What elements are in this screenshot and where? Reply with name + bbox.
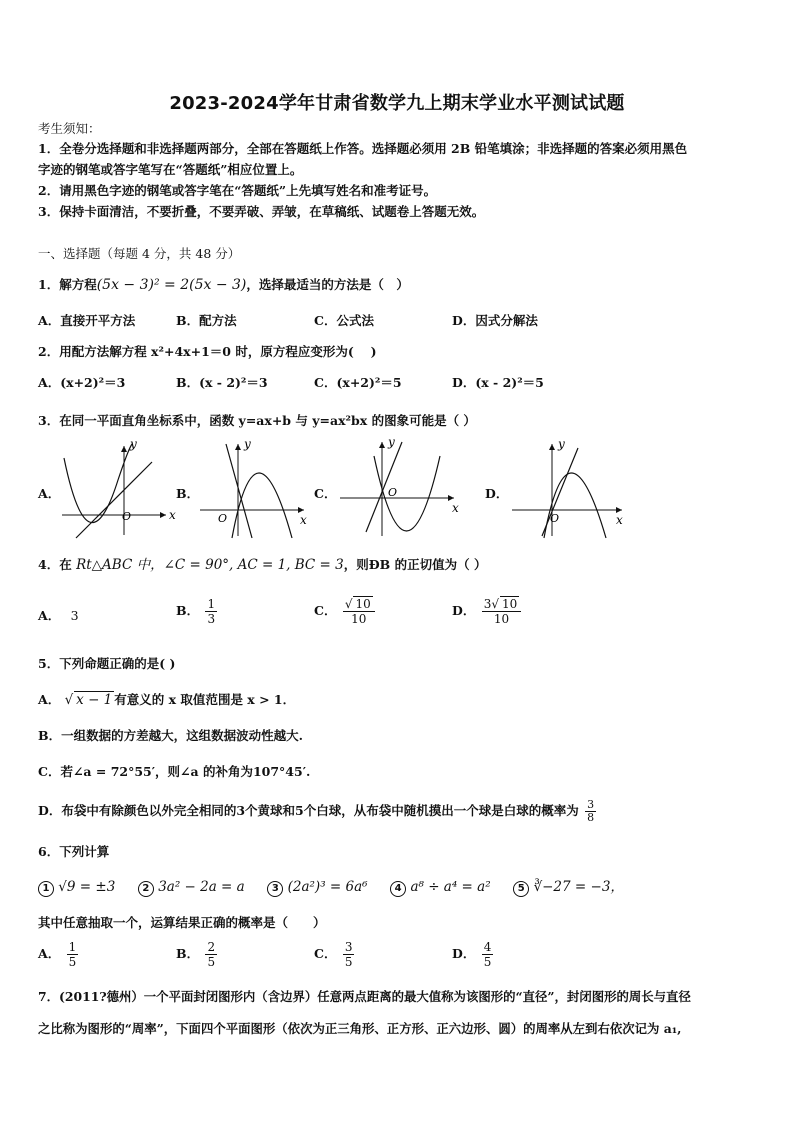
q5-option-c: C．若∠a = 72°55′，则∠a 的补角为107°45′.	[38, 764, 311, 779]
page-title: 2023-2024学年甘肃省数学九上期末学业水平测试试题	[169, 93, 625, 114]
q3-label-d: D．	[485, 486, 509, 501]
denominator: 3	[207, 612, 216, 626]
q5-option-d	[38, 799, 598, 824]
denominator: 5	[483, 955, 492, 969]
numerator: 3	[587, 798, 595, 811]
y-label: y	[388, 435, 395, 449]
q4-option-b	[176, 597, 219, 626]
q5-option-a-text: 有意义的 x 取值范围是 x > 1．	[114, 692, 296, 707]
q2-stem: 2．用配方法解方程 x²+4x+1＝0 时，原方程应变形为( )	[38, 344, 377, 359]
q6-item-2: 3a² − 2a = a	[158, 879, 245, 895]
q1-option-d: D．因式分解法	[452, 313, 538, 328]
q4-option-c-fraction	[343, 597, 375, 626]
q6-option-d	[452, 940, 495, 969]
q5-option-d-fraction	[585, 799, 596, 824]
x-label: x	[300, 513, 307, 527]
q1-option-c: C．公式法	[314, 313, 374, 328]
q6-option-b-fraction	[205, 940, 217, 969]
q7-line-1: 7．(2011?德州）一个平面封闭图形内（含边界）任意两点距离的最大值称为该图形的“直径”，封闭图形的周长与直径	[38, 989, 691, 1004]
q6-mark-2: 2	[138, 881, 154, 897]
numerator: 1	[68, 940, 77, 954]
origin-label: O	[550, 512, 560, 525]
x-axis-arrow	[160, 512, 166, 518]
q5-option-a: A． √ x − 1 有意义的 x 取值范围是 x > 1．	[38, 692, 296, 708]
y-axis-arrow	[379, 442, 385, 448]
x-label: x	[452, 501, 459, 515]
q5-option-d-text: D．布袋中有除颜色以外完全相同的3个黄球和5个白球，从布袋中随机摸出一个球是白球的概率为	[38, 803, 579, 818]
q3-stem: 3．在同一平面直角坐标系中，函数 y=ax+b 与 y=ax²bx 的图象可能是（ ）	[38, 413, 476, 428]
q3-label-c: C．	[314, 486, 337, 501]
q4-stem-prefix: 4．在	[38, 557, 72, 572]
parabola	[544, 473, 606, 538]
x-label: x	[169, 508, 176, 522]
q4-option-a	[38, 607, 79, 625]
q2-option-a: A．(x+2)²＝3	[38, 375, 126, 390]
parabola	[232, 473, 292, 538]
q6-question: 其中任意抽取一个，运算结果正确的概率是（ ）	[38, 915, 326, 930]
q4-option-d-fraction	[482, 597, 522, 626]
y-axis-arrow	[121, 446, 127, 452]
q1-suffix: ，选择最适当的方法是（ ）	[246, 277, 409, 292]
q6-mark-4: 4	[390, 881, 406, 897]
q6-option-b-label: B．	[176, 946, 200, 961]
denominator: 5	[344, 955, 353, 969]
y-axis-arrow	[235, 444, 241, 450]
numerator: 3√ 10	[482, 597, 522, 612]
q6-item-1: √9 = ±3	[58, 879, 116, 895]
q3-graph-a	[58, 437, 176, 540]
radicand: 10	[355, 597, 371, 611]
q4-option-a-label: A．	[38, 608, 61, 623]
q6-option-d-fraction	[482, 940, 494, 969]
y-label: y	[558, 437, 565, 451]
q3-graph-d	[508, 438, 628, 540]
numerator: 1	[207, 597, 216, 611]
q4-option-d-label: D．	[452, 603, 476, 618]
q1-stem	[38, 276, 409, 294]
q6-item-5: ∛−27 = −3，	[533, 879, 624, 895]
denominator: 5	[68, 955, 77, 969]
parabola	[374, 456, 440, 531]
q6-item-4: a⁸ ÷ a⁴ = a²	[410, 879, 491, 895]
q7-line-2: 之比称为图形的“周率”，下面四个平面图形（依次为正三角形、正方形、正六边形、圆）的周率从左到右依次记为 a₁,	[38, 1021, 682, 1036]
q4-option-d	[452, 597, 523, 626]
q2-option-b: B．(x - 2)²＝3	[176, 375, 268, 390]
q4-option-c-label: C．	[314, 603, 337, 618]
q4-option-b-fraction	[205, 597, 217, 626]
line	[226, 444, 252, 538]
section-heading: 一、选择题（每题 4 分，共 48 分）	[38, 246, 241, 261]
denominator: 10	[493, 612, 510, 626]
q6-option-a	[38, 940, 80, 969]
coefficient: 3	[483, 597, 492, 611]
q4-option-a-value: 3	[70, 608, 79, 623]
notice-item-2: 2．请用黑色字迹的钢笔或答字笔在“答题纸”上先填写姓名和准考证号。	[38, 183, 437, 198]
q1-equation: (5x − 3)² = 2(5x − 3)	[96, 277, 247, 293]
q3-graph-c	[336, 436, 461, 540]
q1-option-b: B．配方法	[176, 313, 237, 328]
y-axis-arrow	[549, 444, 555, 450]
q6-mark-1: 1	[38, 881, 54, 897]
radicand: 10	[502, 597, 518, 611]
q6-option-a-label: A．	[38, 946, 61, 961]
q6-option-a-fraction	[67, 940, 79, 969]
denominator: 8	[587, 811, 595, 824]
denominator: 10	[351, 612, 367, 626]
q6-option-d-label: D．	[452, 946, 476, 961]
q1-prefix: 1．解方程	[38, 277, 97, 292]
q6-item-3: (2a²)³ = 6a⁶	[287, 879, 368, 895]
notice-item-3: 3．保持卡面清洁，不要折叠，不要弄破、弄皱，在草稿纸、试题卷上答题无效。	[38, 204, 485, 219]
notice-heading: 考生须知：	[38, 121, 101, 136]
y-label: y	[244, 437, 251, 451]
origin-label: O	[122, 510, 132, 523]
q5-option-a-radicand: x − 1	[76, 692, 113, 708]
q3-graph-b	[196, 438, 311, 540]
numerator: √ 10	[343, 597, 375, 612]
line	[76, 462, 152, 538]
numerator: 4	[483, 940, 492, 954]
q2-option-d: D．(x - 2)²＝5	[452, 375, 544, 390]
q4-option-b-label: B．	[176, 603, 200, 618]
y-label: y	[130, 437, 137, 451]
q6-mark-3: 3	[267, 881, 283, 897]
notice-item-1-line-2: 字迹的钢笔或答字笔写在“答题纸”相应位置上。	[38, 162, 303, 177]
notice-item-1-line-1: 1．全卷分选择题和非选择题两部分，全部在答题纸上作答。选择题必须用 2B 铅笔填涂；非选择题的答案必须用黑色	[38, 141, 688, 156]
q6-stem: 6．下列计算	[38, 844, 110, 859]
q6-option-b	[176, 940, 219, 969]
numerator: 2	[207, 940, 216, 954]
origin-label: O	[218, 512, 228, 525]
q5-option-b: B．一组数据的方差越大，这组数据波动性越大.	[38, 728, 303, 743]
q5-option-a-label: A．	[38, 692, 61, 707]
denominator: 5	[207, 955, 216, 969]
q6-calculations	[38, 878, 624, 897]
line	[542, 448, 578, 536]
q4-stem	[38, 556, 486, 574]
q6-option-c-label: C．	[314, 946, 337, 961]
origin-label: O	[388, 486, 398, 499]
numerator: 3	[344, 940, 353, 954]
q1-option-a: A．直接开平方法	[38, 313, 136, 328]
q6-mark-5: 5	[513, 881, 529, 897]
q3-label-b: B．	[176, 486, 200, 501]
q4-option-c	[314, 597, 377, 626]
q3-label-a: A．	[38, 486, 61, 501]
q2-option-c: C．(x+2)²＝5	[314, 375, 402, 390]
q5-stem: 5．下列命题正确的是( )	[38, 656, 176, 671]
q6-option-c-fraction	[343, 940, 355, 969]
q4-stem-suffix: ，则ÐB 的正切值为（ ）	[343, 557, 487, 572]
q4-stem-math: Rt△ABC 中，∠C = 90°, AC = 1, BC = 3	[76, 557, 344, 573]
q6-option-c	[314, 940, 356, 969]
x-label: x	[616, 513, 623, 527]
